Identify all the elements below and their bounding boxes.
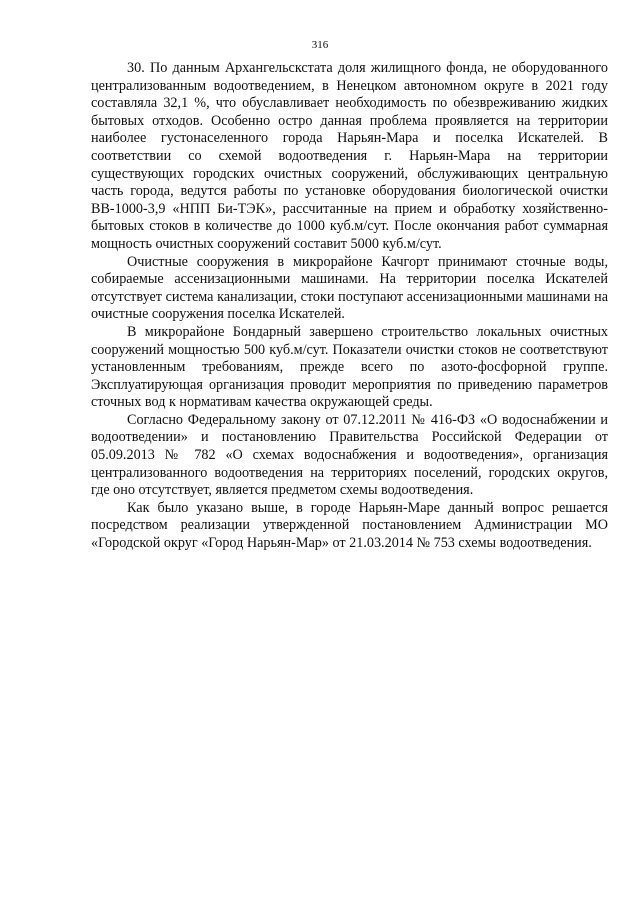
- paragraph-naryan-mar-scheme: Как было указано выше, в городе Нарьян-Маре данный вопрос решается посредством реализации утвержденной постановлением Администрации МО «Городской округ «Город Нарьян-Мар» от 21.03.2014 № 753 схемы водоотведения.: [91, 499, 608, 552]
- paragraph-wastewater-overview: 30. По данным Архангельскстата доля жилищного фонда, не оборудованного централизованным водоотведением, в Ненецком автономном округе в 2021 году составляла 32,1 %, что обуславливает необходимость по обезвреживанию жидких бытовых отходов. Особенно остро данная проблема проявляется на территории наиболее густонаселенного города Нарьян-Мара и поселка Искателей. В соответствии со схемой водоотведения г. Нарьян-Мара на территории существующих городских очистных сооружений, обслуживающих центральную часть города, ведутся работы по установке оборудования биологической очистки ВВ-1000-3,9 «НПП Би-ТЭК», рассчитанные на прием и обработку хозяйственно-бытовых стоков в количестве до 1000 куб.м/сут. После окончания работ суммарная мощность очистных сооружений составит 5000 куб.м/сут.: [91, 60, 608, 252]
- paragraph-kachgort-treatment: Очистные сооружения в микрорайоне Качгорт принимают сточные воды, собираемые ассенизационными машинами. На территории поселка Искателей отсутствует система канализации, стоки поступают ассенизационными машинами на очистные сооружения поселка Искателей.: [91, 253, 608, 323]
- paragraph-federal-law: Согласно Федеральному закону от 07.12.2011 № 416-ФЗ «О водоснабжении и водоотведении» и постановлению Правительства Российской Федерации от 05.09.2013 № 782 «О схемах водоснабжения и водоотведения», организация централизованного водоотведения на территориях поселений, городских округов, где оно отсутствует, является предметом схемы водоотведения.: [91, 411, 608, 499]
- page-number: 316: [311, 39, 329, 51]
- document-body: [91, 60, 608, 553]
- paragraph-bondarny-treatment: В микрорайоне Бондарный завершено строительство локальных очистных сооружений мощностью 500 куб.м/сут. Показатели очистки стоков не соответствуют установленным требованиям, прежде всего по азото-фосфорной группе. Эксплуатирующая организация проводит мероприятия по приведению параметров сточных вод к нормативам качества окружающей среды.: [91, 323, 608, 411]
